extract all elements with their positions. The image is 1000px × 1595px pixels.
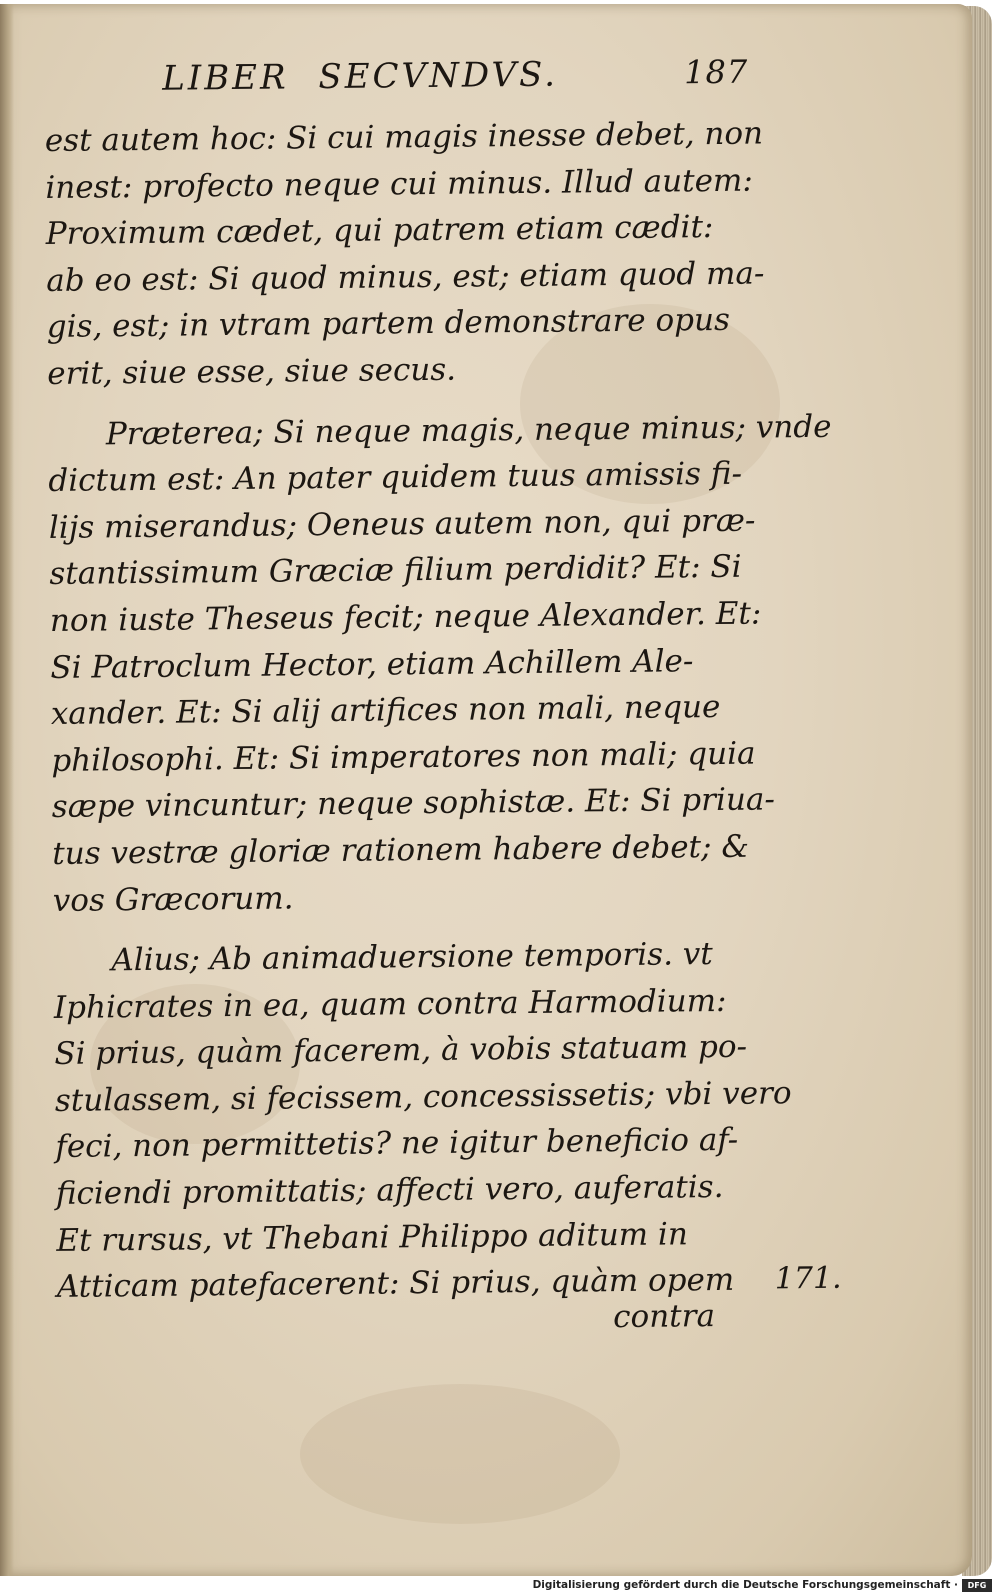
footer-bar [0, 1578, 1000, 1595]
running-title: LIBER SECVNDVS. [161, 54, 559, 99]
text-line: tus vestræ gloriæ rationem habere debet; & [52, 828, 750, 872]
text-line: inest: profecto neque cui minus. Illud autem: [45, 162, 753, 206]
page-gutter [0, 4, 14, 1576]
text-line: Proximum cædet, qui patrem etiam cædit: [45, 209, 714, 253]
text-line: Si Patroclum Hector, etiam Achillem Ale- [50, 642, 694, 686]
catchword: contra [613, 1297, 716, 1335]
dfg-logo: DFG [962, 1579, 992, 1592]
text-line: Si prius, quàm facerem, à vobis statuam po- [54, 1028, 748, 1073]
text-line: ab eo est: Si quod minus, est; etiam quod ma- [46, 255, 765, 299]
text-line: Præterea; Si neque magis, neque minus; vnde [105, 408, 832, 452]
text-line: lijs miserandus; Oeneus autem non, qui præ- [48, 502, 756, 546]
text-line: Et rursus, vt Thebani Philippo aditum in [56, 1215, 689, 1259]
text-line: xander. Et: Si alij artifices non mali, neque [50, 689, 721, 733]
text-line: feci, non permittetis? ne igitur beneficio af- [55, 1122, 739, 1166]
text-line: stulassem, si fecissem, concessissetis; vbi vero [54, 1075, 792, 1119]
text-line: philosophi. Et: Si imperatores non mali; quia [51, 735, 756, 779]
text-line: dictum est: An pater quidem tuus amissis fi- [48, 455, 743, 500]
text-line: stantissimum Græciæ filium perdidit? Et: Si [49, 549, 742, 593]
text-line: Alius; Ab animaduersione temporis. vt [111, 936, 713, 979]
text-line: Iphicrates in ea, quam contra Harmodium: [53, 982, 727, 1026]
marginal-note: 171. [774, 1260, 842, 1297]
paper-stain [300, 1384, 620, 1524]
text-line: sæpe vincuntur; neque sophistæ. Et: Si priua- [51, 781, 776, 826]
text-line: non iuste Theseus fecit; neque Alexander. Et: [49, 595, 762, 639]
text-line: Atticam patefacerent: Si prius, quàm opem [56, 1262, 735, 1306]
text-line: vos Græcorum. [52, 879, 294, 919]
funding-credit: Digitalisierung gefördert durch die Deutsche Forschungsgemeinschaft · [532, 1579, 958, 1591]
text-line: gis, est; in vtram partem demonstrare opus [46, 302, 731, 346]
text-line: erit, siue esse, siue secus. [47, 351, 457, 392]
page-number: 187 [683, 52, 749, 92]
text-line: est autem hoc: Si cui magis inesse debet, non [44, 115, 764, 159]
text-line: ficiendi promittatis; affecti vero, auferatis. [55, 1169, 724, 1212]
page-text [44, 52, 842, 1356]
page-header [44, 52, 765, 118]
